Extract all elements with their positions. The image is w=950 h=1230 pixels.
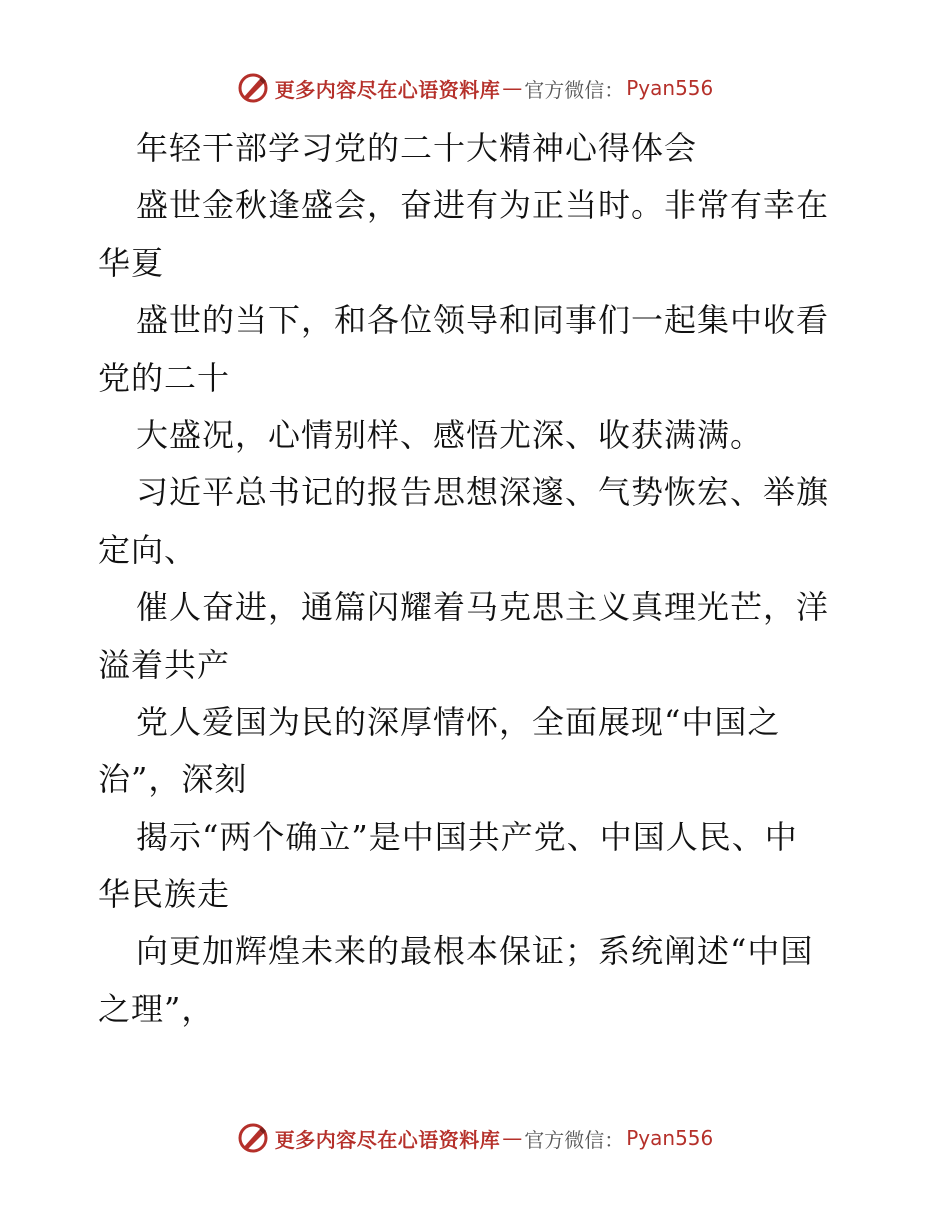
- watermark-dash: —: [502, 1126, 523, 1150]
- document-body: [98, 120, 858, 1038]
- paragraph-line: 定向、: [98, 530, 198, 569]
- watermark-text: 更多内容尽在心语资料库: [274, 1127, 501, 1152]
- watermark-label: 官方微信：: [524, 77, 625, 102]
- watermark-dash: —: [502, 76, 523, 100]
- watermark-id: Pyan556: [626, 76, 714, 100]
- paragraph-line: 盛世金秋逢盛会，奋进有为正当时。非常有幸在: [136, 186, 830, 225]
- document-title: 年轻干部学习党的二十大精神心得体会: [136, 129, 698, 167]
- paragraph-line: 向更加辉煌未来的最根本保证；系统阐述“中国: [136, 932, 814, 971]
- paragraph-line: 治”，深刻: [98, 760, 248, 799]
- watermark-text: 更多内容尽在心语资料库: [274, 77, 501, 102]
- pen-circle-logo-icon: [237, 1122, 269, 1154]
- paragraph-line: 华民族走: [98, 875, 231, 914]
- header-watermark: [0, 72, 950, 104]
- paragraph-line: 党的二十: [98, 358, 231, 397]
- watermark-id: Pyan556: [626, 1126, 714, 1150]
- paragraph-line: 盛世的当下，和各位领导和同事们一起集中收看: [136, 301, 830, 340]
- paragraph-line: 溢着共产: [98, 645, 231, 684]
- paragraph-line: 大盛况，心情别样、感悟尤深、收获满满。: [136, 415, 764, 454]
- footer-watermark: [0, 1122, 950, 1154]
- watermark-label: 官方微信：: [524, 1127, 625, 1152]
- paragraph-line: 揭示“两个确立”是中国共产党、中国人民、中: [136, 817, 798, 856]
- paragraph-line: 催人奋进，通篇闪耀着马克思主义真理光芒，洋: [136, 588, 830, 627]
- paragraph-line: 之理”，: [98, 989, 215, 1028]
- paragraph-line: 党人爱国为民的深厚情怀，全面展现“中国之: [136, 702, 781, 741]
- paragraph-line: 习近平总书记的报告思想深邃、气势恢宏、举旗: [136, 473, 830, 512]
- pen-circle-logo-icon: [237, 72, 269, 104]
- paragraph-line: 华夏: [98, 243, 165, 282]
